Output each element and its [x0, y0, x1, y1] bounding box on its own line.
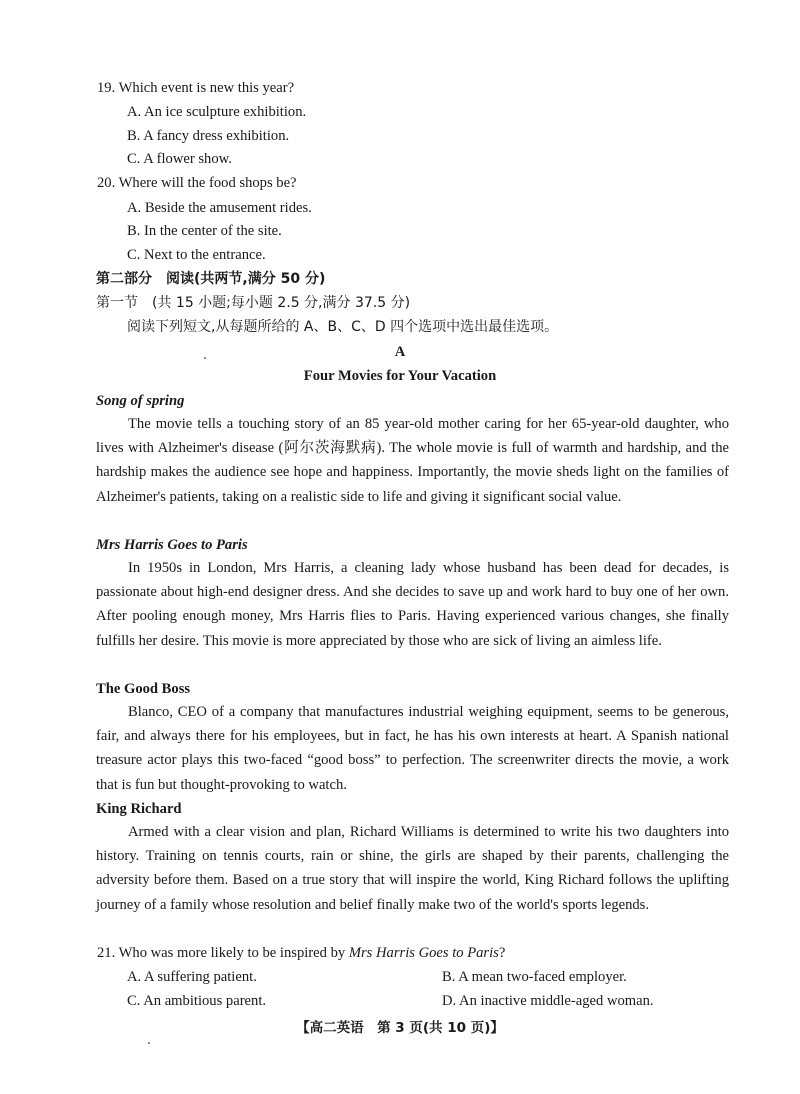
movie-description-text: The movie tells a touching story of an 85 year-old mother caring for her 65-year-old daughter, who lives with Alzheimer's disease (阿尔茨海默病). The whole movie is full of warmth and hardship, and the hardship makes the audience see hope and happiness. Importantly, the movie sheds light on the families of Alzheimer's patients, taking on a realistic side to life and giving it significant social value.	[96, 416, 729, 505]
question-21-option-a: A. A suffering patient.	[127, 969, 257, 985]
question-21-stem-suffix: ?	[498, 945, 506, 961]
movie-description-song-of-spring	[96, 412, 729, 509]
question-21-stem-prefix: 21. Who was more likely to be inspired by	[97, 945, 349, 961]
movie-title-good-boss: The Good Boss	[96, 681, 191, 697]
question-19-option-c: C. A flower show.	[127, 151, 232, 167]
question-21-stem-title: Mrs Harris Goes to Paris	[348, 945, 499, 961]
passage-title: Four Movies for Your Vacation	[303, 368, 497, 384]
passage-letter: A	[394, 344, 406, 360]
question-19-option-a: A. An ice sculpture exhibition.	[127, 104, 307, 120]
movie-description-text: Armed with a clear vision and plan, Richard Williams is determined to write his two daughters into history. Training on tennis courts, rain or shine, the girls are shaped by their parents, challenging the adversity before them. Based on a true story that will inspire the world, King Richard follows the uplifting journey of a family whose resolution and belief finally make two of the world's sports legends.	[96, 824, 729, 913]
movie-description-text: Blanco, CEO of a company that manufactures industrial weighing equipment, seems to be generous, fair, and always there for his employees, but in fact, he has his own interests at heart. A Spanish national treasure actor plays this two-faced “good boss” to perfection. The screenwriter directs the movie, a work that is fun but thought-provoking to watch.	[96, 704, 729, 793]
question-19-stem: 19. Which event is new this year?	[97, 80, 295, 96]
movie-title-song-of-spring: Song of spring	[96, 393, 185, 409]
movie-description-mrs-harris	[96, 556, 729, 653]
page-footer: 【高二英语 第 3 页(共 10 页)】	[296, 1020, 504, 1036]
movie-title-mrs-harris: Mrs Harris Goes to Paris	[96, 537, 248, 553]
question-20-option-b: B. In the center of the site.	[127, 223, 282, 239]
section-instruction: 阅读下列短文,从每题所给的 A、B、C、D 四个选项中选出最佳选项。	[127, 319, 559, 335]
movie-description-king-richard	[96, 820, 729, 917]
question-21-stem	[97, 943, 505, 963]
section-part-heading: 第二部分 阅读(共两节,满分 50 分)	[96, 271, 326, 287]
movie-description-good-boss	[96, 700, 729, 797]
question-21-option-b: B. A mean two-faced employer.	[442, 969, 627, 985]
movie-title-king-richard: King Richard	[96, 801, 182, 817]
section-sub-heading: 第一节 (共 15 小题;每小题 2.5 分,满分 37.5 分)	[96, 295, 411, 311]
question-20-option-c: C. Next to the entrance.	[127, 247, 266, 263]
question-19-option-b: B. A fancy dress exhibition.	[127, 128, 290, 144]
question-21-option-d: D. An inactive middle-aged woman.	[442, 993, 654, 1009]
question-20-stem: 20. Where will the food shops be?	[97, 175, 297, 191]
question-20-option-a: A. Beside the amusement rides.	[127, 200, 312, 216]
scan-speck	[148, 1042, 150, 1044]
question-21-option-c: C. An ambitious parent.	[127, 993, 267, 1009]
scan-speck	[204, 357, 206, 359]
movie-description-text: In 1950s in London, Mrs Harris, a cleaning lady whose husband has been dead for decades, is passionate about high-end designer dress. And she decides to save up and work hard to buy one of her own. After pooling enough money, Mrs Harris flies to Paris. Having experienced various changes, she finally fulfills her desire. This movie is more appreciated by those who are sick of living an aimless life.	[96, 560, 729, 649]
